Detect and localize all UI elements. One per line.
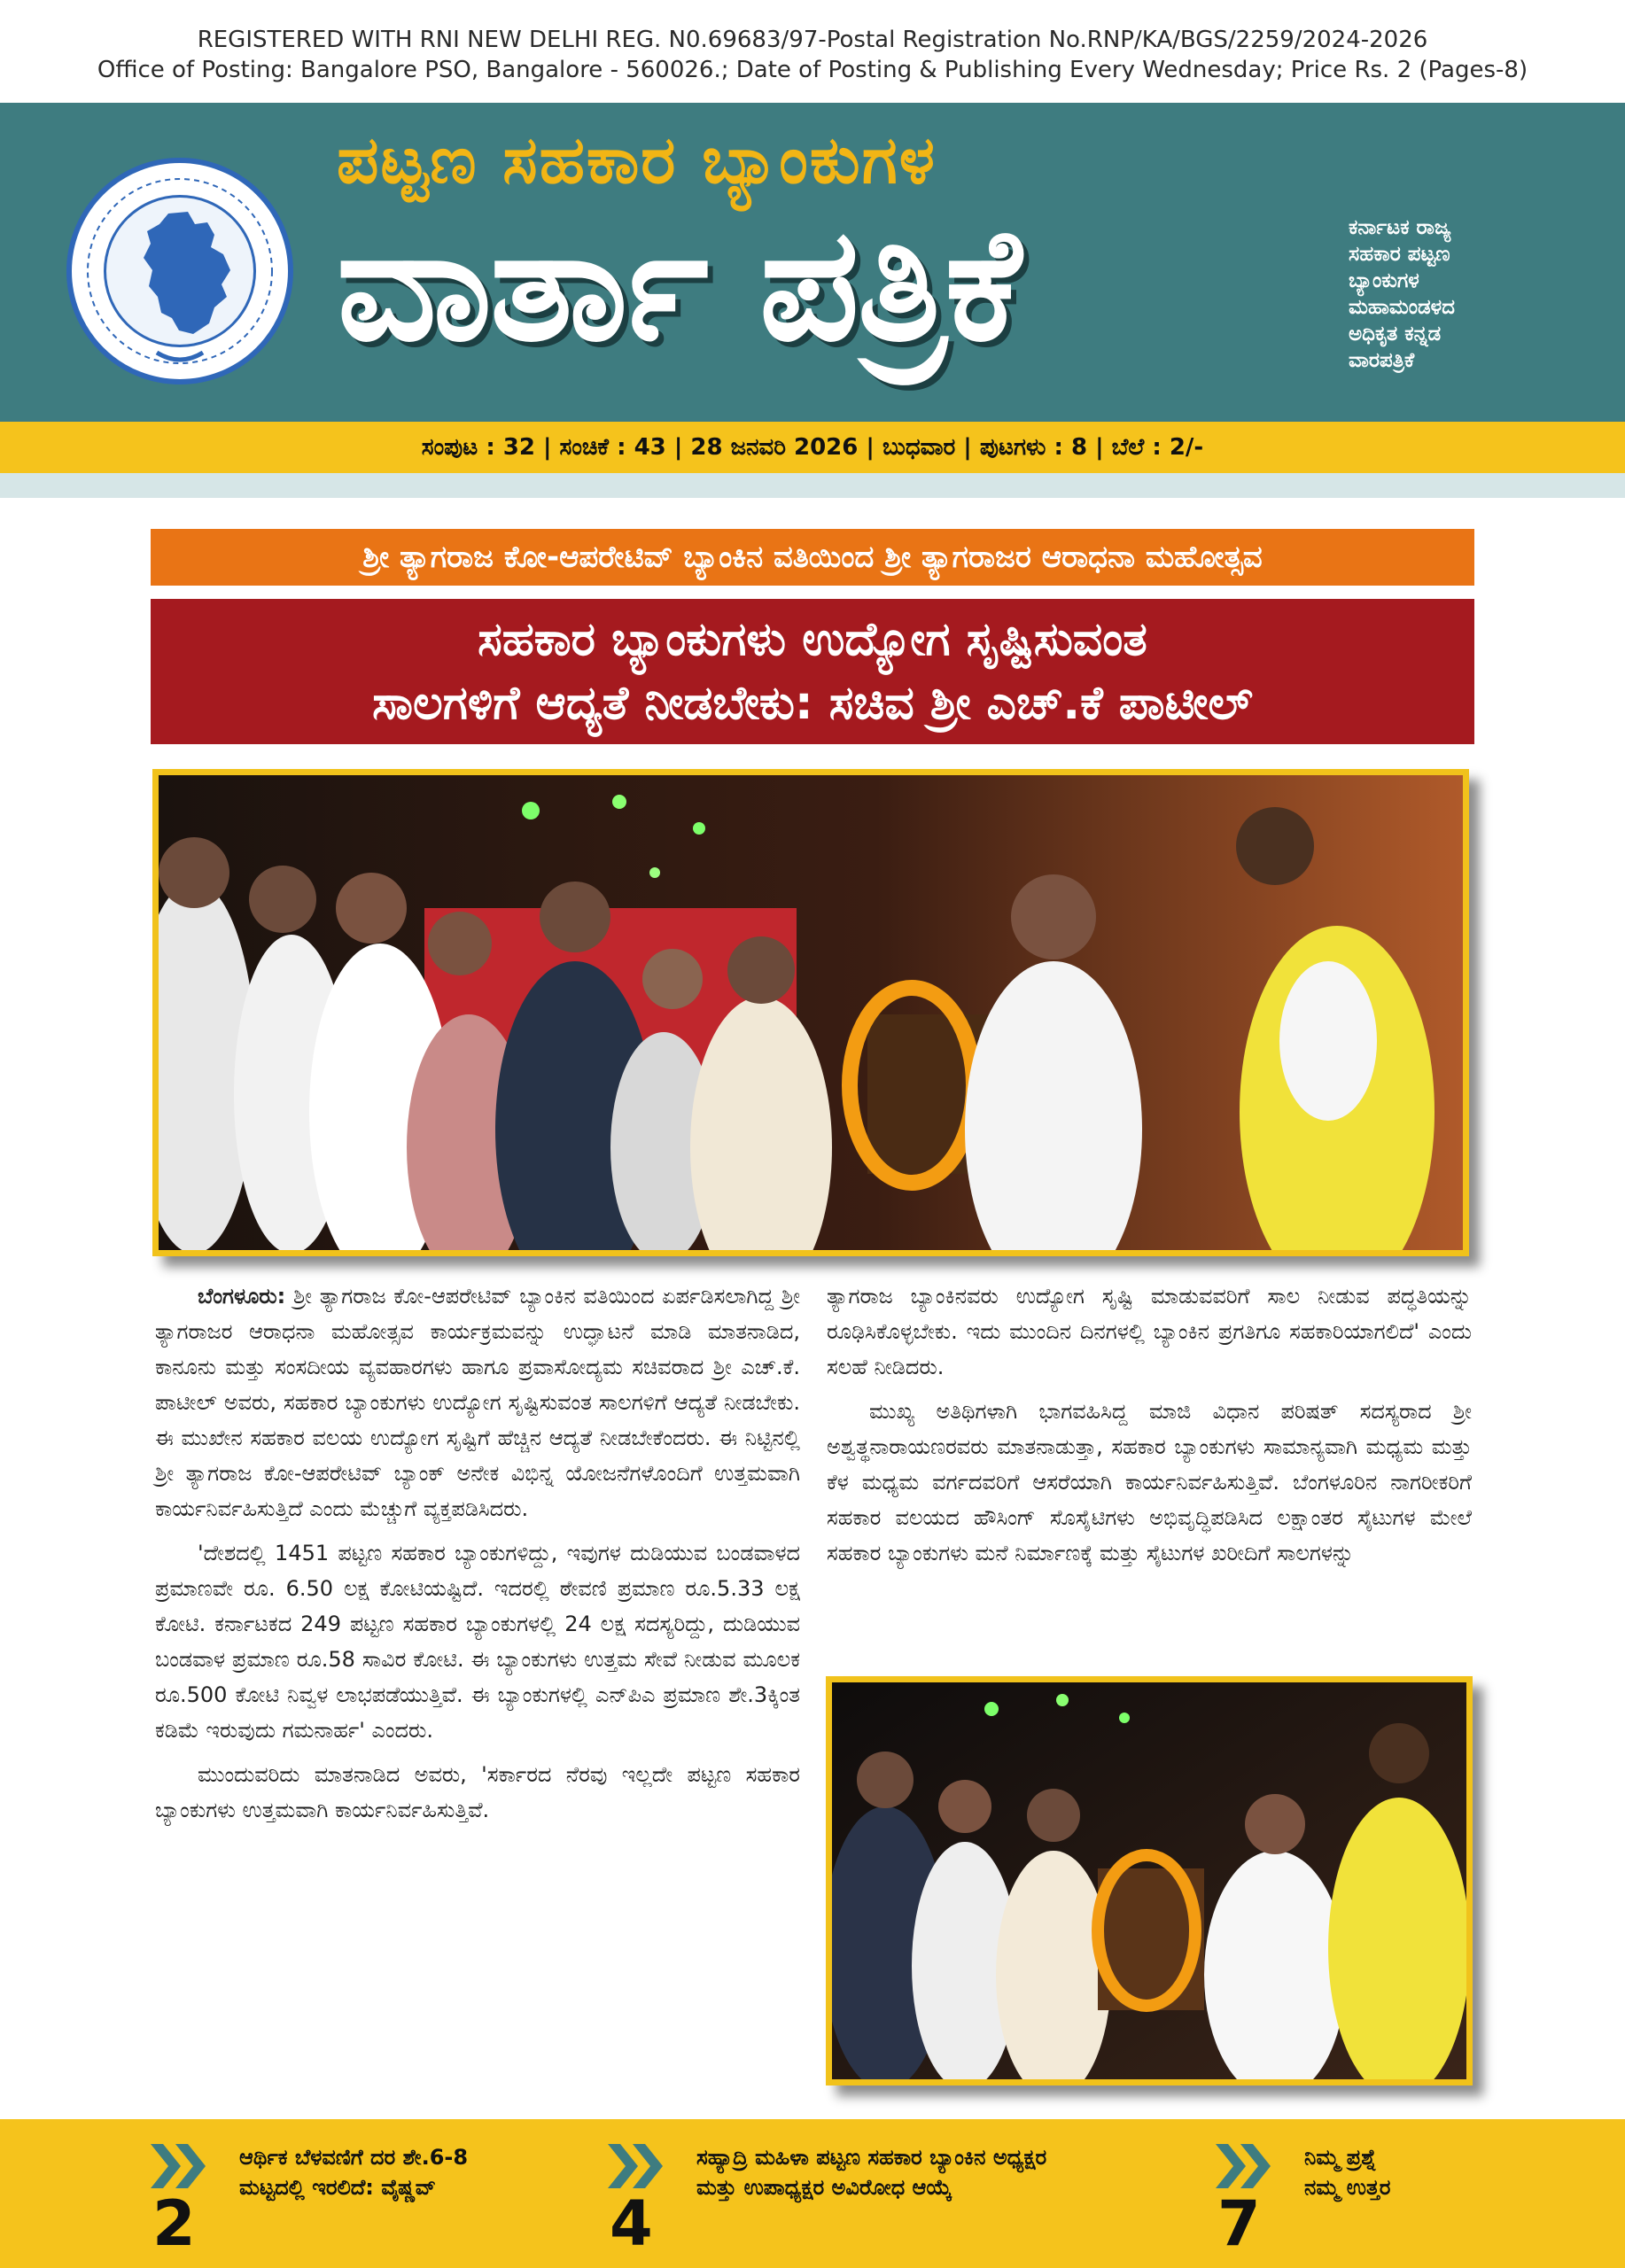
masthead-tagline: [1349, 214, 1614, 374]
tagline-line: ಅಧಿಕೃತ ಕನ್ನಡ: [1349, 322, 1442, 346]
tagline-line: ಕರ್ನಾಟಕ ರಾಜ್ಯ: [1349, 216, 1451, 239]
paragraph-text: ಶ್ರೀ ತ್ಯಾಗರಾಜ ಕೋ-ಆಪರೇಟಿವ್ ಬ್ಯಾಂಕಿನ ವತಿಯಿಂದ ಏರ್ಪಡಿಸಲಾಗಿದ್ದ ಶ್ರೀ ತ್ಯಾಗರಾಜರ ಆರಾಧನಾ ಮಹೋತ್ಸವ ಕಾರ್ಯಕ್ರಮವನ್ನು ಉದ್ಘಾಟನೆ ಮಾಡಿ ಮಾತನಾಡಿದ, ಕಾನೂನು ಮತ್ತು ಸಂಸದೀಯ ವ್ಯವಹಾರಗಳು ಹಾಗೂ ಪ್ರವಾಸೋದ್ಯಮ ಸಚಿವರಾದ ಶ್ರೀ ಎಚ್.ಕೆ. ಪಾಟೀಲ್ ಅವರು, ಸಹಕಾರ ಬ್ಯಾಂಕುಗಳು ಉದ್ಯೋಗ ಸೃಷ್ಟಿಸುವಂತ ಸಾಲಗಳಿಗೆ ಆದ್ಯತೆ ನೀಡಬೇಕು. ಈ ಮುಖೇನ ಸಹಕಾರ ವಲಯ ಉದ್ಯೋಗ ಸೃಷ್ಟಿಗೆ ಹೆಚ್ಚಿನ ಆದ್ಯತೆ ನೀಡಬೇಕೆಂದರು. ಈ ನಿಟ್ಟಿನಲ್ಲಿ ಶ್ರೀ ತ್ಯಾಗರಾಜ ಕೋ-ಆಪರೇಟಿವ್ ಬ್ಯಾಂಕ್ ಅನೇಕ ವಿಭಿನ್ನ ಯೋಜನೆಗಳೊಂದಿಗೆ ಉತ್ತಮವಾಗಿ ಕಾರ್ಯನಿರ್ವಹಿಸುತ್ತಿದೆ ಎಂದು ಮೆಚ್ಚುಗೆ ವ್ಯಕ್ತಪಡಿಸಿದರು.: [155, 1284, 800, 1521]
issue-info-bar: [0, 422, 1625, 473]
divider-strip: [0, 473, 1625, 498]
teaser-page-number: 2: [152, 2187, 196, 2260]
article-paragraph: ಮುಖ್ಯ ಅತಿಥಿಗಳಾಗಿ ಭಾಗವಹಿಸಿದ್ದ ಮಾಜಿ ವಿಧಾನ ಪರಿಷತ್ ಸದಸ್ಯರಾದ ಶ್ರೀ ಅಶ್ವತ್ಥನಾರಾಯಣರವರು ಮಾತನಾಡುತ್ತಾ, ಸಹಕಾರ ಬ್ಯಾಂಕುಗಳು ಸಾಮಾನ್ಯವಾಗಿ ಮಧ್ಯಮ ಮತ್ತು ಕೆಳ ಮಧ್ಯಮ ವರ್ಗದವರಿಗೆ ಆಸರೆಯಾಗಿ ಕಾರ್ಯನಿರ್ವಹಿಸುತ್ತಿವೆ. ಬೆಂಗಳೂರಿನ ನಾಗರೀಕರಿಗೆ ಸಹಕಾರ ವಲಯದ ಹೌಸಿಂಗ್ ಸೊಸೈಟಿಗಳು ಅಭಿವೃದ್ಧಿಪಡಿಸಿದ ಲಕ್ಷಾಂತರ ಸೈಟುಗಳ ಮೇಲೆ ಸಹಕಾರ ಬ್ಯಾಂಕುಗಳು ಮನೆ ನಿರ್ಮಾಣಕ್ಕೆ ಮತ್ತು ಸೈಟುಗಳ ಖರೀದಿಗೆ ಸಾಲಗಳನ್ನು: [827, 1399, 1472, 1565]
registration-line-1: REGISTERED WITH RNI NEW DELHI REG. N0.69683/97-Postal Registration No.RNP/KA/BGS/2259/2024-2026: [197, 27, 1428, 53]
teaser-line: ನಮ್ಮ ಉತ್ತರ: [1304, 2175, 1391, 2200]
headline-line-1: ಸಹಕಾರ ಬ್ಯಾಂಕುಗಳು ಉದ್ಯೋಗ ಸೃಷ್ಟಿಸುವಂತ: [478, 613, 1147, 666]
article-paragraph: ಮುಂದುವರಿದು ಮಾತನಾಡಿದ ಅವರು, 'ಸರ್ಕಾರದ ನೆರವು ಇಲ್ಲದೇ ಪಟ್ಟಣ ಸಹಕಾರ ಬ್ಯಾಂಕುಗಳು ಉತ್ತಮವಾಗಿ ಕಾರ್ಯನಿರ್ವಹಿಸುತ್ತಿವೆ.: [155, 1762, 800, 1822]
teaser-line: ಮಟ್ಟದಲ್ಲಿ ಇರಲಿದೆ: ವೈಷ್ಣವ್: [239, 2175, 436, 2200]
teaser-text: [239, 2142, 468, 2202]
article-column-left: [155, 1278, 800, 1837]
registration-line-2: Office of Posting: Bangalore PSO, Bangalore - 560026.; Date of Posting & Publishing Every Wednesday; Price Rs. 2 (Pages-8): [97, 57, 1528, 83]
teaser-page-7[interactable]: [1216, 2119, 1588, 2268]
teaser-text: [1304, 2142, 1390, 2202]
teaser-page-number: 7: [1217, 2187, 1261, 2260]
tagline-line: ಸಹಕಾರ ಪಟ್ಟಣ: [1349, 243, 1450, 266]
teaser-page-2[interactable]: [151, 2119, 611, 2268]
masthead: [0, 103, 1625, 422]
teaser-page-number: 4: [610, 2187, 653, 2260]
federation-logo: [66, 158, 293, 384]
lead-headline: [151, 599, 1474, 744]
lead-photo: [152, 769, 1469, 1256]
headline-line-2: ಸಾಲಗಳಿಗೆ ಆದ್ಯತೆ ನೀಡಬೇಕು: ಸಚಿವ ಶ್ರೀ ಎಚ್.ಕೆ ಪಾಟೀಲ್: [372, 677, 1253, 730]
article-column-right: [827, 1278, 1472, 1580]
tagline-line: ಬ್ಯಾಂಕುಗಳ: [1349, 269, 1419, 292]
teaser-line: ಆರ್ಥಿಕ ಬೆಳವಣಿಗೆ ದರ ಶೇ.6-8: [239, 2145, 469, 2170]
dateline: ಬೆಂಗಳೂರು:: [198, 1284, 286, 1309]
issue-info: ಸಂಪುಟ : 32 | ಸಂಚಿಕೆ : 43 | 28 ಜನವರಿ 2026 | ಬುಧವಾರ | ಪುಟಗಳು : 8 | ಬೆಲೆ : 2/-: [421, 434, 1204, 461]
lead-kicker: ಶ್ರೀ ತ್ಯಾಗರಾಜ ಕೋ-ಆಪರೇಟಿವ್ ಬ್ಯಾಂಕಿನ ವತಿಯಿಂದ ಶ್ರೀ ತ್ಯಾಗರಾಜರ ಆರಾಧನಾ ಮಹೋತ್ಸವ: [151, 529, 1474, 586]
article-paragraph: [155, 1278, 800, 1526]
teaser-page-4[interactable]: [608, 2119, 1193, 2268]
teaser-line: ನಿಮ್ಮ ಪ್ರಶ್ನೆ: [1304, 2145, 1377, 2170]
logo-ring-decoration: [72, 163, 288, 379]
article-paragraph: ತ್ಯಾಗರಾಜ ಬ್ಯಾಂಕಿನವರು ಉದ್ಯೋಗ ಸೃಷ್ಟಿ ಮಾಡುವವರಿಗೆ ಸಾಲ ನೀಡುವ ಪದ್ಧತಿಯನ್ನು ರೂಢಿಸಿಕೊಳ್ಳಬೇಕು. ಇದು ಮುಂದಿನ ದಿನಗಳಲ್ಲಿ ಬ್ಯಾಂಕಿನ ಪ್ರಗತಿಗೂ ಸಹಕಾರಿಯಾಗಲಿದೆ' ಎಂದು ಸಲಹೆ ನೀಡಿದರು.: [827, 1284, 1472, 1379]
teaser-line: ಮತ್ತು ಉಪಾಧ್ಯಕ್ಷರ ಅವಿರೋಧ ಆಯ್ಕೆ: [696, 2175, 952, 2200]
masthead-title: ವಾರ್ತಾ ಪತ್ರಿಕೆ: [337, 194, 1020, 376]
tagline-line: ವಾರಪತ್ರಿಕೆ: [1349, 349, 1415, 372]
teaser-text: [696, 2142, 1046, 2202]
registration-header: [0, 25, 1625, 85]
masthead-subtitle: ಪಟ್ಟಣ ಸಹಕಾರ ಬ್ಯಾಂಕುಗಳ: [337, 122, 937, 198]
article-paragraph: 'ದೇಶದಲ್ಲಿ 1451 ಪಟ್ಟಣ ಸಹಕಾರ ಬ್ಯಾಂಕುಗಳಿದ್ದು, ಇವುಗಳ ದುಡಿಯುವ ಬಂಡವಾಳದ ಪ್ರಮಾಣವೇ ರೂ. 6.50 ಲಕ್ಷ ಕೋಟಿಯಷ್ಟಿದೆ. ಇದರಲ್ಲಿ ಠೇವಣಿ ಪ್ರಮಾಣ ರೂ.5.33 ಲಕ್ಷ ಕೋಟಿ. ಕರ್ನಾಟಕದ 249 ಪಟ್ಟಣ ಸಹಕಾರ ಬ್ಯಾಂಕುಗಳಲ್ಲಿ 24 ಲಕ್ಷ ಸದಸ್ಯರಿದ್ದು, ದುಡಿಯುವ ಬಂಡವಾಳ ಪ್ರಮಾಣ ರೂ.58 ಸಾವಿರ ಕೋಟಿ. ಈ ಬ್ಯಾಂಕುಗಳು ಉತ್ತಮ ಸೇವೆ ನೀಡುವ ಮೂಲಕ ರೂ.500 ಕೋಟಿ ನಿವ್ವಳ ಲಾಭಪಡೆಯುತ್ತಿವೆ. ಈ ಬ್ಯಾಂಕುಗಳಲ್ಲಿ ಎನ್‌ಪಿಎ ಪ್ರಮಾಣ ಶೇ.3ಕ್ಕಿಂತ ಕಡಿಮೆ ಇರುವುದು ಗಮನಾರ್ಹ' ಎಂದರು.: [155, 1541, 800, 1743]
secondary-photo: [826, 1676, 1473, 2085]
tagline-line: ಮಹಾಮಂಡಳದ: [1349, 296, 1455, 319]
teaser-line: ಸಹ್ಯಾದ್ರಿ ಮಹಿಳಾ ಪಟ್ಟಣ ಸಹಕಾರ ಬ್ಯಾಂಕಿನ ಅಧ್ಯಕ್ಷರ: [696, 2145, 1047, 2170]
footer-teasers: [0, 2119, 1625, 2268]
